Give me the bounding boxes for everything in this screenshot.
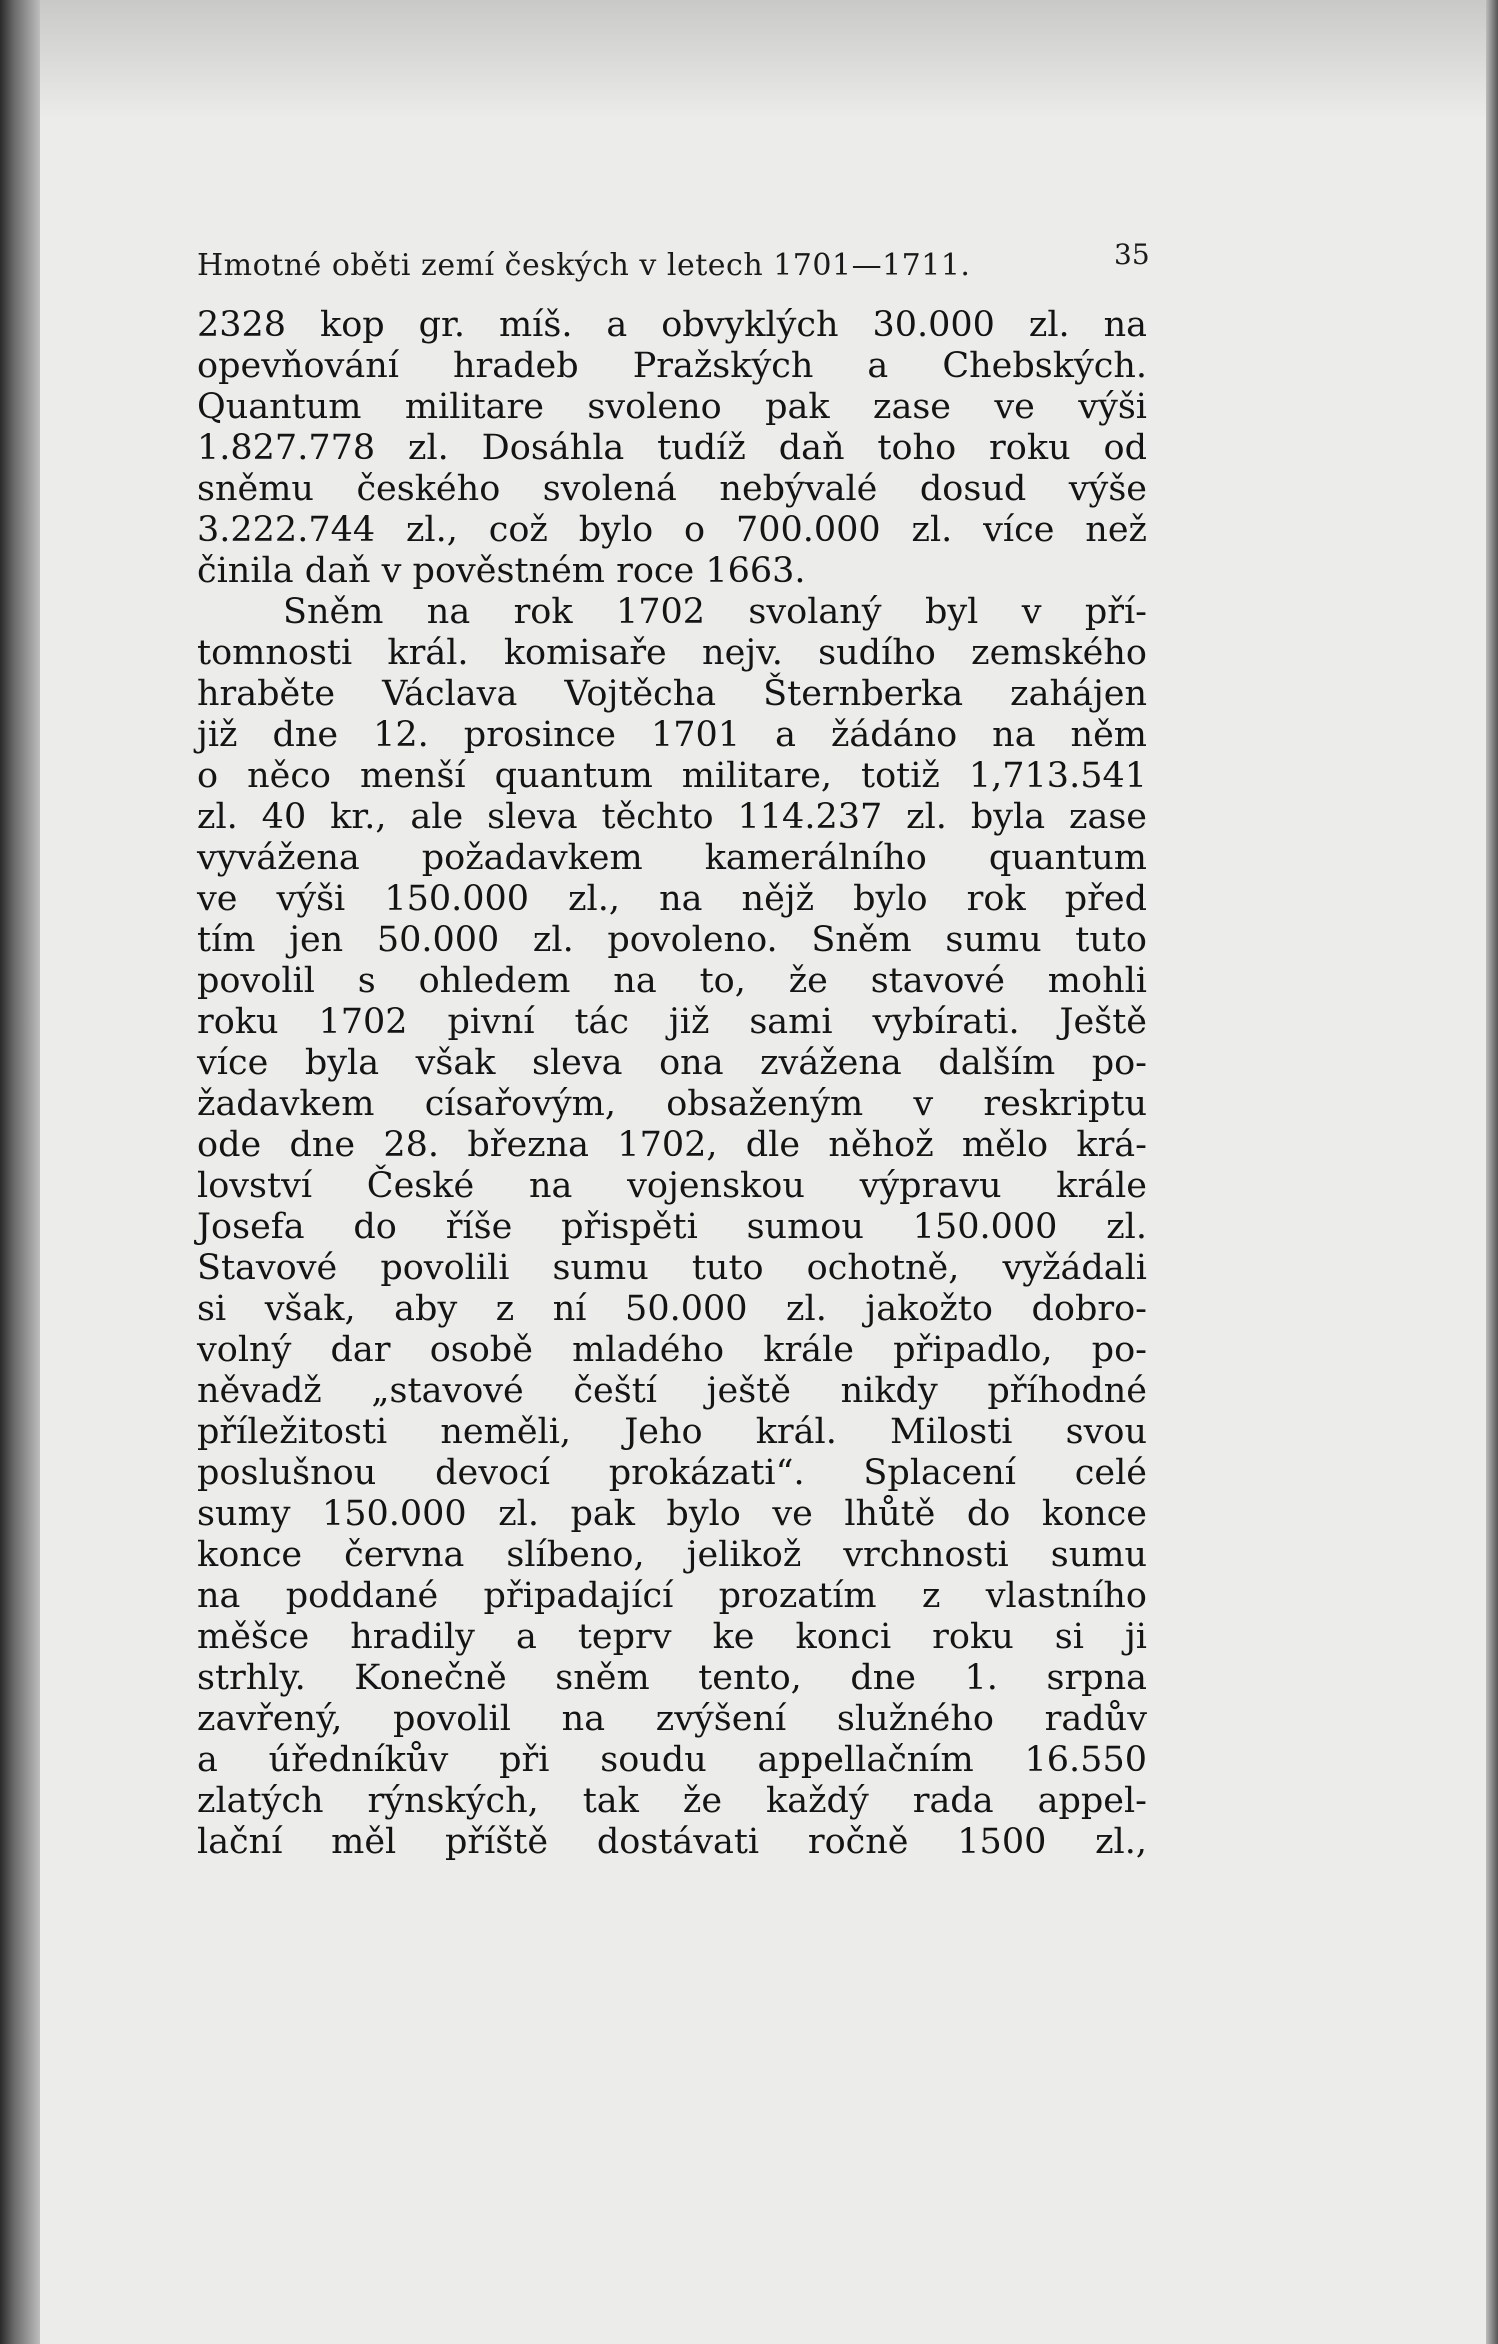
running-title: Hmotné oběti zemí českých v letech 1701—1711.: [197, 248, 971, 283]
text-line: ve výši 150.000 zl., na nějž bylo rok před: [197, 879, 1147, 919]
text-line: povolil s ohledem na to, že stavové mohli: [197, 961, 1147, 1001]
text-line: činila daň v pověstném roce 1663.: [197, 551, 806, 591]
text-line: zavřený, povolil na zvýšení služného radův: [197, 1699, 1147, 1739]
text-line: strhly. Konečně sněm tento, dne 1. srpna: [197, 1658, 1147, 1698]
text-line: sumy 150.000 zl. pak bylo ve lhůtě do konce: [197, 1494, 1147, 1534]
text-line: žadavkem císařovým, obsaženým v reskriptu: [197, 1084, 1147, 1124]
text-line: poslušnou devocí prokázati“. Splacení celé: [197, 1453, 1147, 1493]
text-line: lační měl příště dostávati ročně 1500 zl.,: [197, 1822, 1147, 1862]
text-line: něvadž „stavové čeští ještě nikdy příhodné: [197, 1371, 1147, 1411]
text-line: více byla však sleva ona zvážena dalším po-: [197, 1043, 1147, 1083]
text-line: vyvážena požadavkem kamerálního quantum: [197, 838, 1147, 878]
page-number: 35: [1114, 238, 1150, 271]
page-top-shadow: [40, 0, 1486, 120]
text-line: příležitosti neměli, Jeho král. Milosti svou: [197, 1412, 1147, 1452]
page-header: [197, 238, 1197, 283]
text-line: o něco menší quantum militare, totiž 1,713.541: [197, 756, 1147, 796]
text-line: volný dar osobě mladého krále připadlo, po-: [197, 1330, 1147, 1370]
text-line: a úředníkův při soudu appellačním 16.550: [197, 1740, 1147, 1780]
text-line: Sněm na rok 1702 svolaný byl v pří-: [283, 592, 1147, 632]
text-line: si však, aby z ní 50.000 zl. jakožto dobro-: [197, 1289, 1147, 1329]
text-line: tomnosti král. komisaře nejv. sudího zemského: [197, 633, 1147, 673]
text-line: zlatých rýnských, tak že každý rada appel-: [197, 1781, 1147, 1821]
text-line: 2328 kop gr. míš. a obvyklých 30.000 zl. na: [197, 305, 1147, 345]
text-line: sněmu českého svolená nebývalé dosud výše: [197, 469, 1147, 509]
text-line: ode dne 28. března 1702, dle něhož mělo krá-: [197, 1125, 1147, 1165]
text-line: konce června slíbeno, jelikož vrchnosti sumu: [197, 1535, 1147, 1575]
text-line: opevňování hradeb Pražských a Chebských.: [197, 346, 1147, 386]
text-line: na poddané připadající prozatím z vlastního: [197, 1576, 1147, 1616]
text-line: 1.827.778 zl. Dosáhla tudíž daň toho roku od: [197, 428, 1147, 468]
text-line: zl. 40 kr., ale sleva těchto 114.237 zl. byla zase: [197, 797, 1147, 837]
binding-shadow: [0, 0, 40, 2344]
text-line: měšce hradily a teprv ke konci roku si ji: [197, 1617, 1147, 1657]
text-line: lovství České na vojenskou výpravu krále: [197, 1166, 1147, 1206]
body-text: [197, 305, 1147, 1863]
text-line: Josefa do říše přispěti sumou 150.000 zl.: [197, 1207, 1147, 1247]
text-line: roku 1702 pivní tác již sami vybírati. Ještě: [197, 1002, 1147, 1042]
text-line: tím jen 50.000 zl. povoleno. Sněm sumu tuto: [197, 920, 1147, 960]
text-line: hraběte Václava Vojtěcha Šternberka zahájen: [197, 674, 1147, 714]
page-edge-shadow: [1486, 0, 1498, 2344]
text-line: 3.222.744 zl., což bylo o 700.000 zl. více než: [197, 510, 1147, 550]
text-line: Stavové povolili sumu tuto ochotně, vyžádali: [197, 1248, 1147, 1288]
text-line: Quantum militare svoleno pak zase ve výši: [197, 387, 1147, 427]
text-line: již dne 12. prosince 1701 a žádáno na něm: [197, 715, 1147, 755]
